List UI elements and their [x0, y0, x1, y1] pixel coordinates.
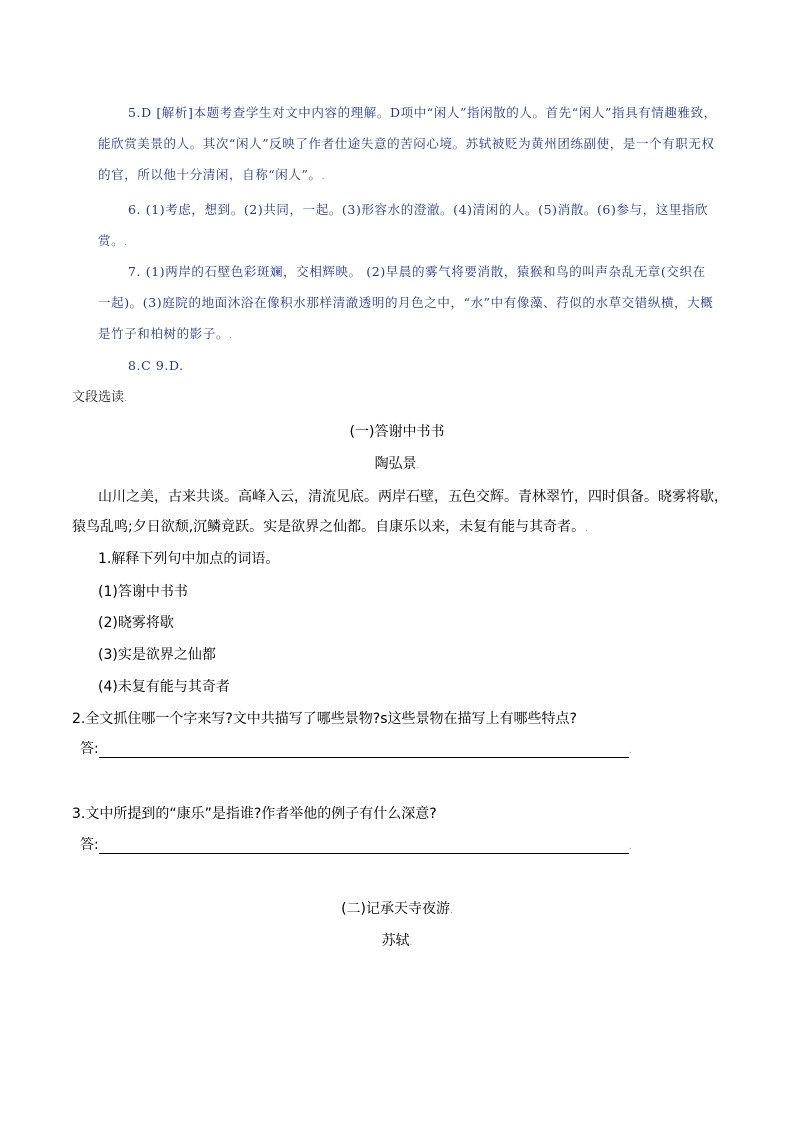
- passage1-title: (一)答谢中书书: [349, 424, 445, 440]
- passage2-author: 苏轼.: [381, 933, 413, 949]
- answer-blank[interactable]: [99, 839, 629, 854]
- answer-6-label: 6.: [128, 202, 142, 217]
- passage2-title: (二)记承天寺夜游.: [341, 901, 453, 917]
- answer-5-text: [解析]本题考查学生对文中内容的理解。D项中“闲人”指闲散的人。首先“闲人”指具有情趣雅致，能欣赏美景的人。其次“闲人”反映了作者仕途失意的苦闷心境。苏轼被贬为黄州团练副使，是一个有职无权的官，所以他十分清闲，自称“闲人”。: [98, 105, 717, 182]
- answer-blank[interactable]: [99, 743, 629, 758]
- question-3: 3.文中所提到的“康乐”是指谁?作者举他的例子有什么深意?: [72, 806, 437, 822]
- question-1-item: (3)实是欲界之仙都: [98, 647, 216, 663]
- answer-6: 6. (1)考虑，想到。(2)共同，一起。(3)形容水的澄澈。(4)清闲的人。(5)消散。(6)参与，这里指欣赏。.: [98, 202, 709, 248]
- answer-7-text: (1)两岸的石壁色彩斑斓，交相辉映。 (2)早晨的雾气将要消散，猿猴和鸟的叫声杂乱无章(交织在一起)。(3)庭院的地面沐浴在像积水那样清澈透明的月色之中，“水”中有像藻、荇似的水草交错纵横，大概是竹子和柏树的影子。: [98, 264, 714, 341]
- answer-5: 5.D [解析]本题考查学生对文中内容的理解。D项中“闲人”指闲散的人。首先“闲人”指具有情趣雅致，能欣赏美景的人。其次“闲人”反映了作者仕途失意的苦闷心境。苏轼被贬为黄州团练副使，是一个有职无权的官，所以他十分清闲，自称“闲人”。.: [98, 105, 717, 182]
- answer-line-3[interactable]: 答: .: [80, 837, 632, 853]
- passage1-author: 陶弘景.: [374, 456, 420, 472]
- answer-label: 答:: [80, 741, 99, 757]
- question-1-item: (2)晓雾将歇: [98, 615, 174, 631]
- answer-6-text: (1)考虑，想到。(2)共同，一起。(3)形容水的澄澈。(4)清闲的人。(5)消散。(6)参与，这里指欣赏。: [98, 202, 709, 248]
- answer-line-2[interactable]: 答: .: [80, 741, 632, 757]
- answer-8-9: 8.C 9.D.: [128, 358, 184, 373]
- answer-label: 答:: [80, 837, 99, 853]
- question-1-item: (1)答谢中书书: [98, 584, 188, 600]
- question-1-item: (4)未复有能与其奇者: [98, 679, 230, 695]
- passage1-text-line1: 山川之美，古来共谈。高峰入云，清流见底。两岸石壁，五色交辉。青林翠竹，四时俱备。晓雾将歇，: [98, 489, 728, 505]
- answer-7-label: 7.: [128, 264, 142, 279]
- question-2: 2.全文抓住哪一个字来写?文中共描写了哪些景物?s这些景物在描写上有哪些特点?: [72, 711, 577, 727]
- section-heading: 文段选读.: [72, 390, 127, 405]
- answer-7: 7. (1)两岸的石壁色彩斑斓，交相辉映。 (2)早晨的雾气将要消散，猿猴和鸟的叫声杂乱无章(交织在一起)。(3)庭院的地面沐浴在像积水那样清澈透明的月色之中，“水”中有像藻、荇似的水草交错纵横，大概是竹子和柏树的影子。.: [98, 264, 714, 341]
- answer-5-label: 5.D: [128, 105, 152, 120]
- question-1: 1.解释下列句中加点的词语。: [98, 551, 280, 567]
- passage1-text-line2: 猿鸟乱鸣;夕日欲颓,沉鳞竟跃。实是欲界之仙都。自康乐以来，未复有能与其奇者。.: [72, 519, 589, 535]
